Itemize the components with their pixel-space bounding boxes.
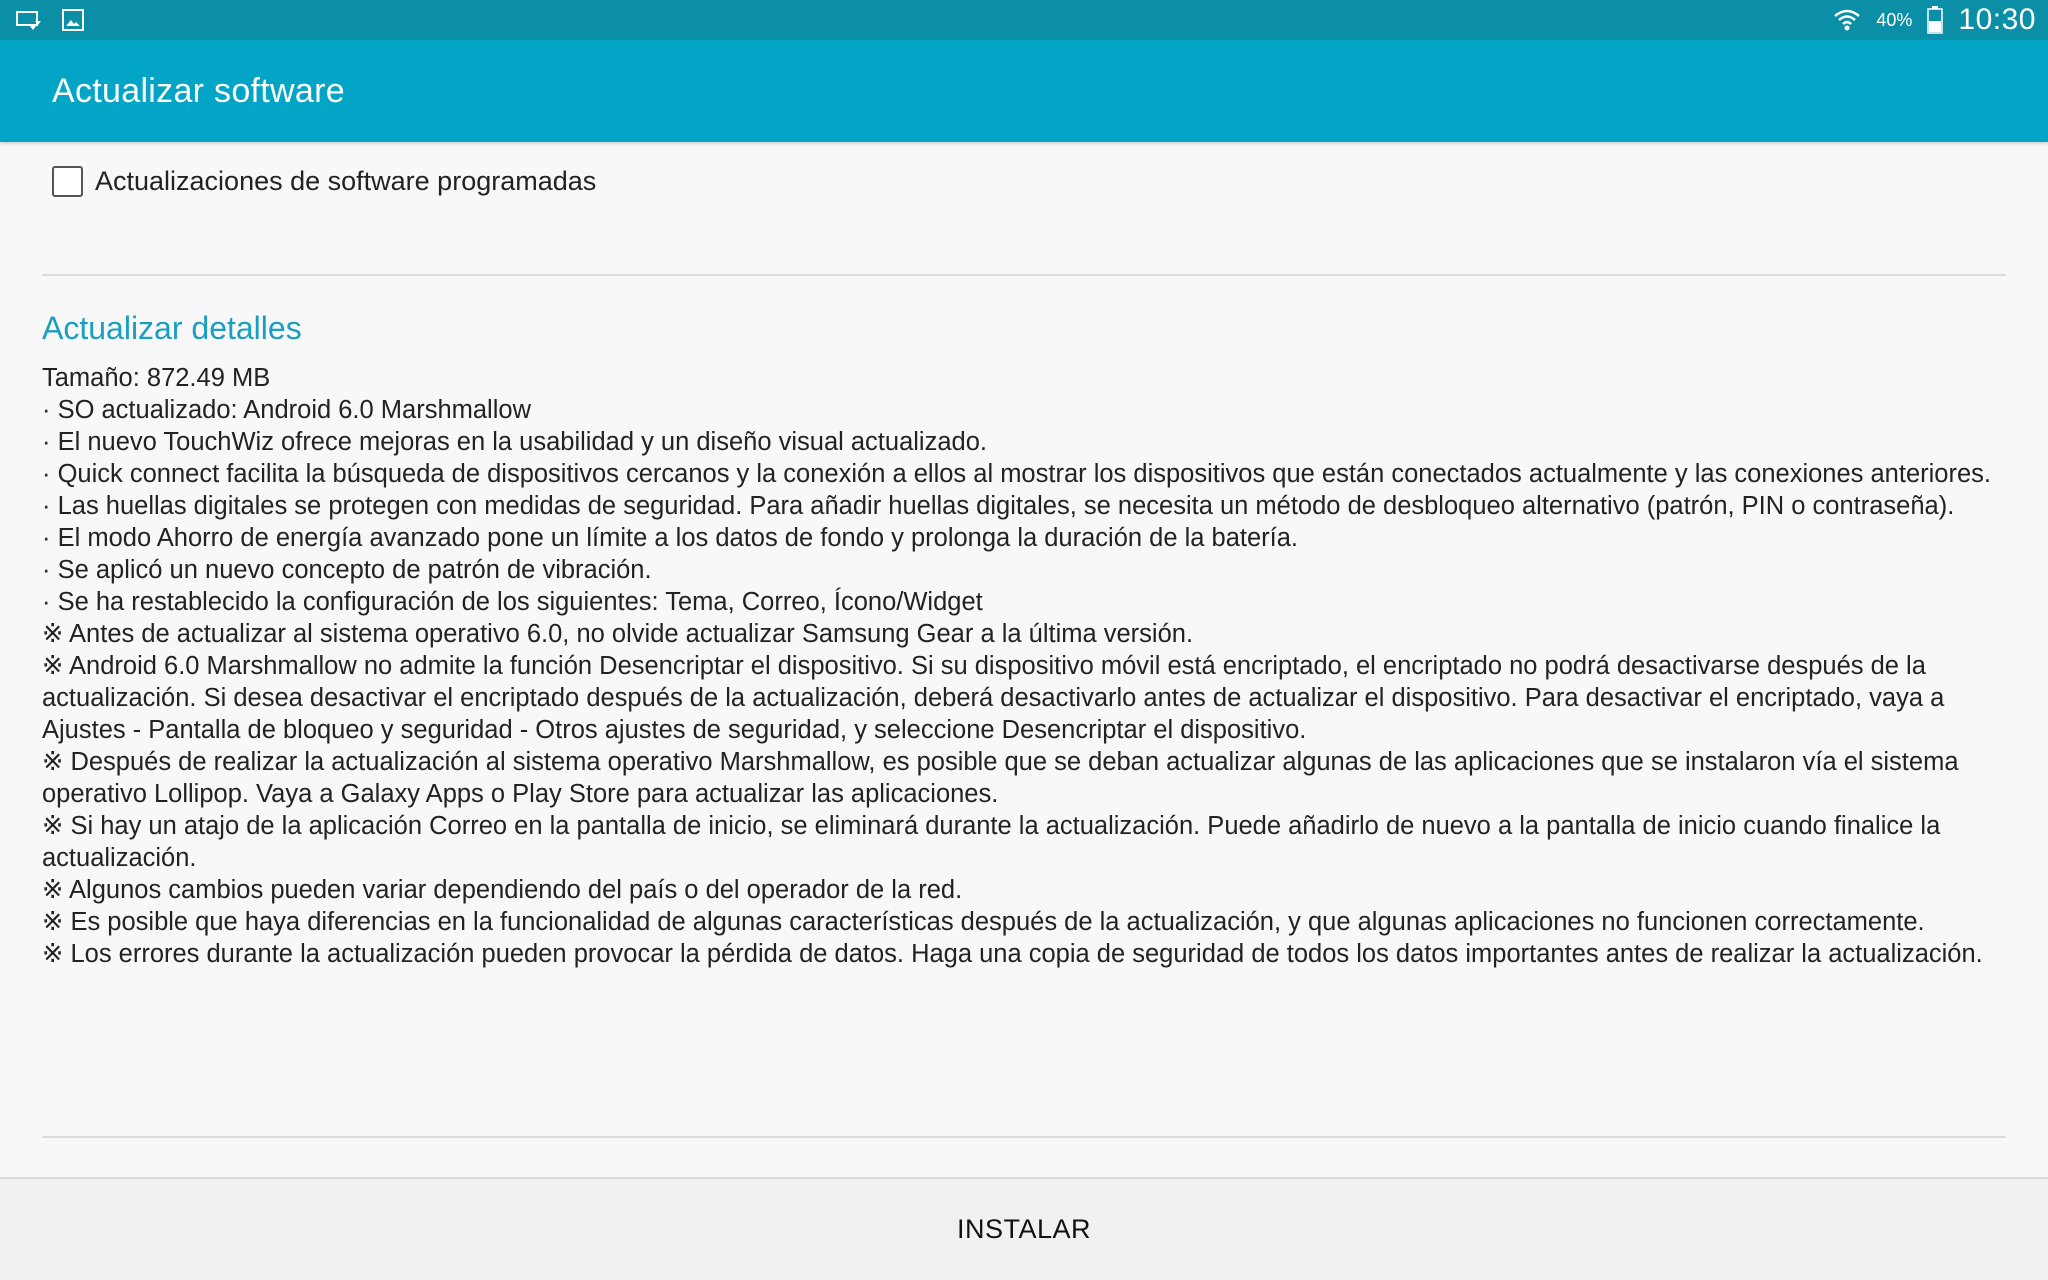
battery-percent: 40% bbox=[1876, 9, 1913, 30]
details-line: ※ Los errores durante la actualización pueden provocar la pérdida de datos. Haga una copia de seguridad de todos los datos importantes antes de realizar la actualización. bbox=[42, 940, 1983, 968]
status-bar-left bbox=[14, 7, 88, 33]
details-line: Tamaño: 872.49 MB bbox=[42, 364, 271, 392]
scheduled-updates-label: Actualizaciones de software programadas bbox=[95, 166, 597, 196]
status-clock: 10:30 bbox=[1958, 3, 2036, 36]
details-title: Actualizar detalles bbox=[42, 310, 302, 346]
status-bar-right bbox=[1832, 3, 2036, 37]
details-line: ※ Es posible que haya diferencias en la funcionalidad de algunas características después de la actualización, y que algunas aplicaciones no funcionen correctamente. bbox=[42, 908, 1925, 936]
details-line: · Quick connect facilita la búsqueda de dispositivos cercanos y la conexión a ellos al mostrar los dispositivos que están conectados actualmente y las conexiones anteriores. bbox=[42, 460, 1991, 488]
footer-bar bbox=[0, 1177, 2048, 1280]
main-content bbox=[0, 142, 2048, 1177]
scheduled-updates-row[interactable] bbox=[52, 166, 596, 197]
cast-icon bbox=[14, 7, 44, 33]
details-line: ※ Algunos cambios pueden variar dependiendo del país o del operador de la red. bbox=[42, 876, 963, 904]
image-icon bbox=[58, 7, 88, 33]
scheduled-updates-checkbox[interactable] bbox=[52, 166, 83, 197]
divider-top bbox=[42, 274, 2006, 276]
install-button[interactable]: INSTALAR bbox=[897, 1194, 1151, 1265]
wifi-icon bbox=[1832, 7, 1862, 33]
status-bar bbox=[0, 0, 2048, 40]
details-line: ※ Android 6.0 Marshmallow no admite la función Desencriptar el dispositivo. Si su dispositivo móvil está encriptado, el encriptado no podrá desactivarse después de la actualización. Si desea desactivar el encriptado después de la actualización, deberá desactivarlo antes de actualizar el dispositivo. Para desactivar el encriptado, vaya a Ajustes - Pantalla de bloqueo y seguridad - Otros ajustes de seguridad, y seleccione Desencriptar el dispositivo. bbox=[42, 652, 1945, 744]
details-line: · El modo Ahorro de energía avanzado pone un límite a los datos de fondo y prolonga la duración de la batería. bbox=[42, 524, 1298, 552]
details-text bbox=[42, 362, 2006, 970]
details-line: · SO actualizado: Android 6.0 Marshmallow bbox=[42, 396, 531, 424]
details-line: ※ Si hay un atajo de la aplicación Correo en la pantalla de inicio, se eliminará durante la actualización. Puede añadirlo de nuevo a la pantalla de inicio cuando finalice la actualización. bbox=[42, 812, 1941, 872]
details-line: · Se ha restablecido la configuración de los siguientes: Tema, Correo, Ícono/Widget bbox=[42, 588, 983, 616]
details-line: · Las huellas digitales se protegen con medidas de seguridad. Para añadir huellas digitales, se necesita un método de desbloqueo alternativo (patrón, PIN o contraseña). bbox=[42, 492, 1955, 520]
page-title: Actualizar software bbox=[52, 71, 345, 110]
app-bar bbox=[0, 40, 2048, 142]
divider-bottom bbox=[42, 1136, 2006, 1138]
details-line: ※ Antes de actualizar al sistema operativo 6.0, no olvide actualizar Samsung Gear a la última versión. bbox=[42, 620, 1194, 648]
details-line: ※ Después de realizar la actualización al sistema operativo Marshmallow, es posible que se deban actualizar algunas de las aplicaciones que se instalaron vía el sistema operativo Lollipop. Vaya a Galaxy Apps o Play Store para actualizar las aplicaciones. bbox=[42, 748, 1959, 808]
battery-icon bbox=[1926, 7, 1944, 33]
details-line: · El nuevo TouchWiz ofrece mejoras en la usabilidad y un diseño visual actualizado. bbox=[42, 428, 987, 456]
details-line: · Se aplicó un nuevo concepto de patrón de vibración. bbox=[42, 556, 652, 584]
